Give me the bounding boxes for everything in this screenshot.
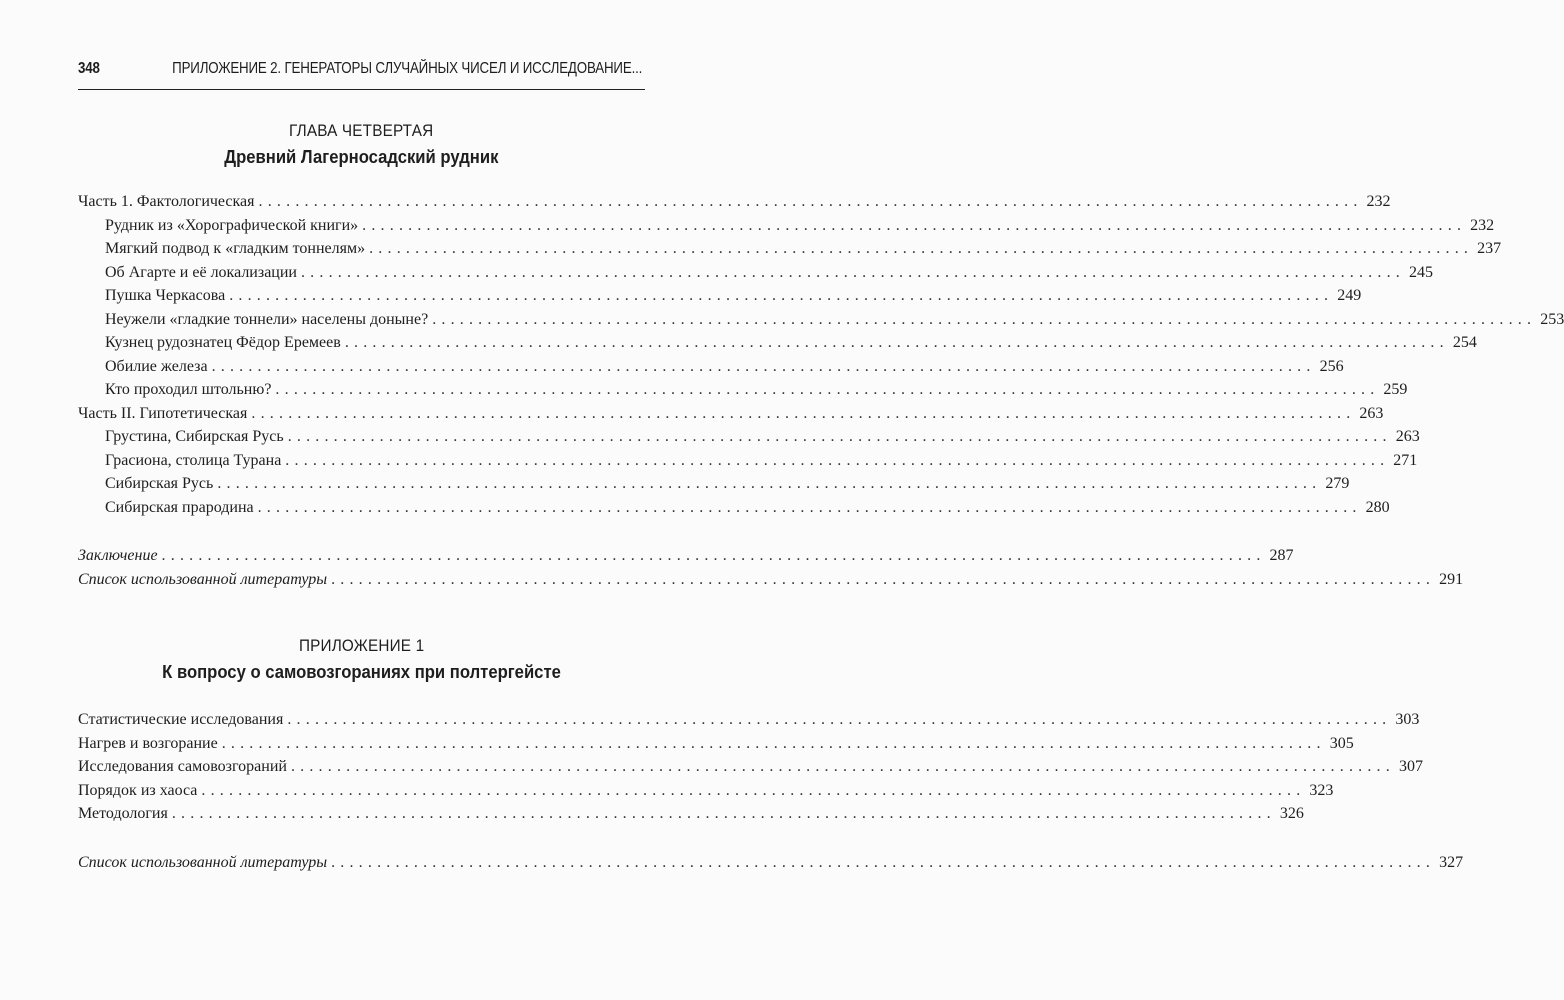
running-header [78,60,642,84]
appendix1-toc [78,708,1423,826]
toc-entry[interactable]: Сибирская Русь ........................................................................................................................ 279 [105,475,1350,492]
toc-entry-conclusion[interactable]: Заключение ........................................................................................................................ 287 [78,547,1294,564]
toc-entry[interactable]: Об Агарте и её локализации ........................................................................................................................ 245 [105,263,1433,281]
toc-entry[interactable]: Грустина, Сибирская Русь ........................................................................................................................ 263 [105,428,1420,445]
running-title: ПРИЛОЖЕНИЕ 2. ГЕНЕРАТОРЫ СЛУЧАЙНЫХ ЧИСЕЛ И ИССЛЕДОВАНИЕ... [172,60,643,77]
toc-entry[interactable]: Кузнец рудознатец Фёдор Еремеев ........................................................................................................................ 254 [105,334,1477,351]
toc-entry-bibliography[interactable]: Список использованной литературы ........................................................................................................................ 327 [78,854,1464,871]
toc-entry[interactable]: Статистические исследования ........................................................................................................................ 303 [78,711,1420,728]
toc-entry-part1[interactable]: Часть 1. Фактологическая ........................................................................................................................ 232 [78,193,1391,210]
chapter-label: ГЛАВА ЧЕТВЕРТАЯ [289,121,434,140]
toc-entry[interactable]: Исследования самовозгораний ........................................................................................................................ 307 [78,758,1423,775]
toc-entry[interactable]: Рудник из «Хорографической книги» ........................................................................................................................ 232 [105,216,1495,234]
appendix-label: ПРИЛОЖЕНИЕ 1 [298,636,425,655]
chapter4-toc [78,190,1564,519]
toc-entry-bibliography[interactable]: Список использованной литературы ........................................................................................................................ 291 [78,570,1464,588]
toc-entry-part2[interactable]: Часть II. Гипотетическая ........................................................................................................................ 263 [78,404,1384,422]
toc-entry[interactable]: Обилие железа ........................................................................................................................ 256 [105,357,1344,375]
toc-entry[interactable]: Мягкий подвод к «гладким тоннелям» ........................................................................................................................ 237 [105,240,1502,257]
appendix-title: К вопросу о самовозгораниях при полтергейсте [162,661,561,682]
toc-entry[interactable]: Пушка Черкасова ........................................................................................................................ 249 [105,287,1362,304]
page-number: 348 [78,60,100,77]
toc-entry[interactable]: Сибирская прародина ........................................................................................................................ 280 [105,498,1390,516]
toc-entry[interactable]: Порядок из хаоса ........................................................................................................................ 323 [78,781,1334,799]
toc-entry[interactable]: Кто проходил штольню? ........................................................................................................................ 259 [105,381,1408,398]
toc-entry[interactable]: Неужели «гладкие тоннели» населены доныне? ........................................................................................................................ 253 [105,310,1564,328]
header-rule [78,89,645,90]
appendix1-closing-toc [78,851,1464,875]
chapter-title: Древний Лагерносадский рудник [224,146,499,167]
toc-entry[interactable]: Грасиона, столица Турана ........................................................................................................................ 271 [105,451,1418,469]
toc-entry[interactable]: Нагрев и возгорание ........................................................................................................................ 305 [78,734,1354,752]
toc-entry[interactable]: Методология ........................................................................................................................ 326 [78,805,1304,822]
chapter4-closing-toc [78,544,1464,591]
